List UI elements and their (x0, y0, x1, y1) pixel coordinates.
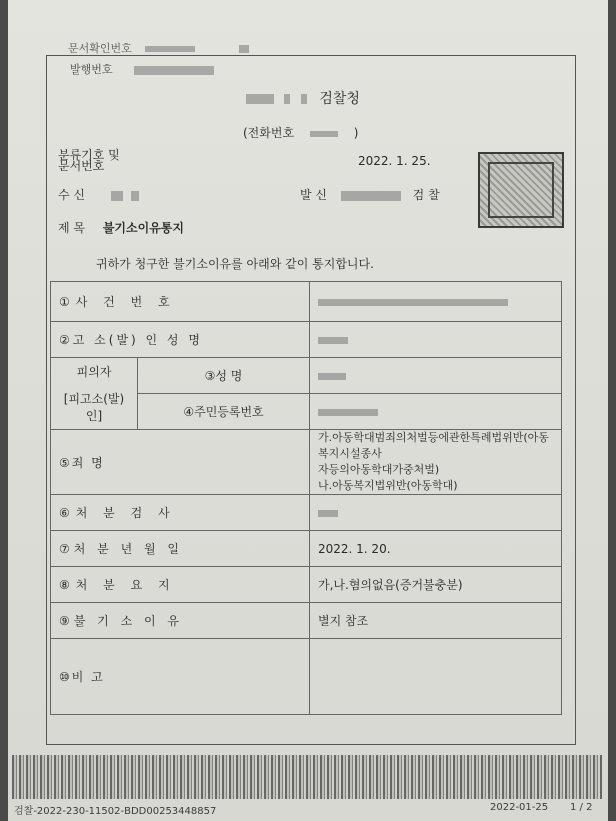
table-row (51, 567, 562, 603)
charge-value (310, 430, 562, 495)
subject-label: 제 목 (58, 221, 85, 235)
phone-close: ) (353, 126, 359, 140)
recipient-row (58, 186, 139, 203)
redacted-mark (145, 46, 195, 52)
case-number-value (310, 282, 562, 322)
suspect-sub-label: [피고소(발)인] (63, 392, 125, 423)
redacted-mark (318, 409, 378, 416)
disposal-summary-value: 가,나.혐의없음(증거불충분) (310, 567, 562, 603)
remarks-label: ⑩비 고 (51, 639, 310, 715)
intro-text: 귀하가 청구한 불기소이유를 아래와 같이 통지합니다. (96, 257, 374, 271)
charge-label: ⑤죄 명 (51, 430, 310, 495)
redacted-mark (301, 94, 307, 104)
barcode-id: 검찰-2022-230-11502-BDD00253448857 (14, 806, 217, 817)
complainant-value (310, 322, 562, 358)
recipient-label: 수 신 (58, 188, 85, 202)
table-row (51, 430, 562, 495)
redacted-mark (318, 337, 348, 344)
sender-row (300, 186, 440, 203)
classification-label (58, 150, 120, 172)
prosecutor-value (310, 495, 562, 531)
name-value (310, 358, 562, 394)
table-row (51, 603, 562, 639)
charge-line: 자등의아동학대가중처벌) (318, 463, 440, 476)
print-date: 2022-01-25 (490, 802, 549, 813)
disposal-date-value: 2022. 1. 20. (310, 531, 562, 567)
disposal-summary-label: ⑧처 분 요 지 (51, 567, 310, 603)
doc-check-number (68, 40, 249, 56)
charge-line: 나.아동복지법위반(아동학대) (318, 479, 458, 492)
office-title (246, 88, 360, 108)
class-label-line: 분류기호 및 (58, 148, 120, 162)
suspect-group-label (51, 358, 138, 430)
disposal-date-label: ⑦처 분 년 월 일 (51, 531, 310, 567)
reason-label: ⑨불 기 소 이 유 (51, 603, 310, 639)
redacted-mark (134, 66, 214, 75)
name-label: ③성 명 (138, 358, 310, 394)
phone-line (243, 124, 358, 141)
document-page (8, 0, 608, 821)
remarks-value (310, 639, 562, 715)
redacted-mark (111, 191, 123, 201)
charge-line: 가.아동학대범죄의처벌등에관한특례법위반(아동복지시설종사 (318, 431, 549, 460)
redacted-mark (318, 299, 508, 306)
complainant-label: ②고 소(발) 인 성 명 (51, 322, 310, 358)
reason-value: 별지 참조 (310, 603, 562, 639)
table-row (51, 495, 562, 531)
sender-label: 발 신 (300, 188, 327, 202)
subject-value: 불기소이유통지 (102, 221, 184, 235)
rrn-value (310, 394, 562, 430)
sender-office: 검 찰 (412, 188, 440, 202)
suspect-label: 피의자 (76, 365, 112, 379)
table-row (51, 282, 562, 322)
office-name: 검찰청 (319, 91, 360, 107)
redacted-mark (310, 131, 338, 137)
redacted-mark (341, 191, 401, 201)
barcode-strip (12, 755, 602, 799)
prosecutor-label: ⑥처 분 검 사 (51, 495, 310, 531)
notice-date: 2022. 1. 25. (358, 154, 431, 168)
table-row (51, 358, 562, 394)
official-seal-icon (478, 152, 564, 228)
redacted-mark (318, 510, 338, 517)
redacted-mark (239, 45, 249, 53)
case-number-label: ①사 건 번 호 (51, 282, 310, 322)
doc-check-label: 문서확인번호 (68, 42, 132, 55)
redacted-mark (246, 94, 274, 104)
rrn-label: ④주민등록번호 (138, 394, 310, 430)
page-number: 1 / 2 (570, 802, 593, 813)
class-label-line: 문서번호 (58, 159, 105, 173)
table-row (51, 531, 562, 567)
issue-number-label: 발행번호 (70, 63, 113, 76)
table-row (51, 639, 562, 715)
issue-number (70, 61, 214, 77)
notice-table (50, 281, 562, 715)
phone-label: (전화번호 (243, 126, 295, 140)
redacted-mark (284, 94, 290, 104)
redacted-mark (131, 191, 139, 201)
subject-row (58, 219, 184, 236)
redacted-mark (318, 373, 346, 380)
table-row (51, 322, 562, 358)
